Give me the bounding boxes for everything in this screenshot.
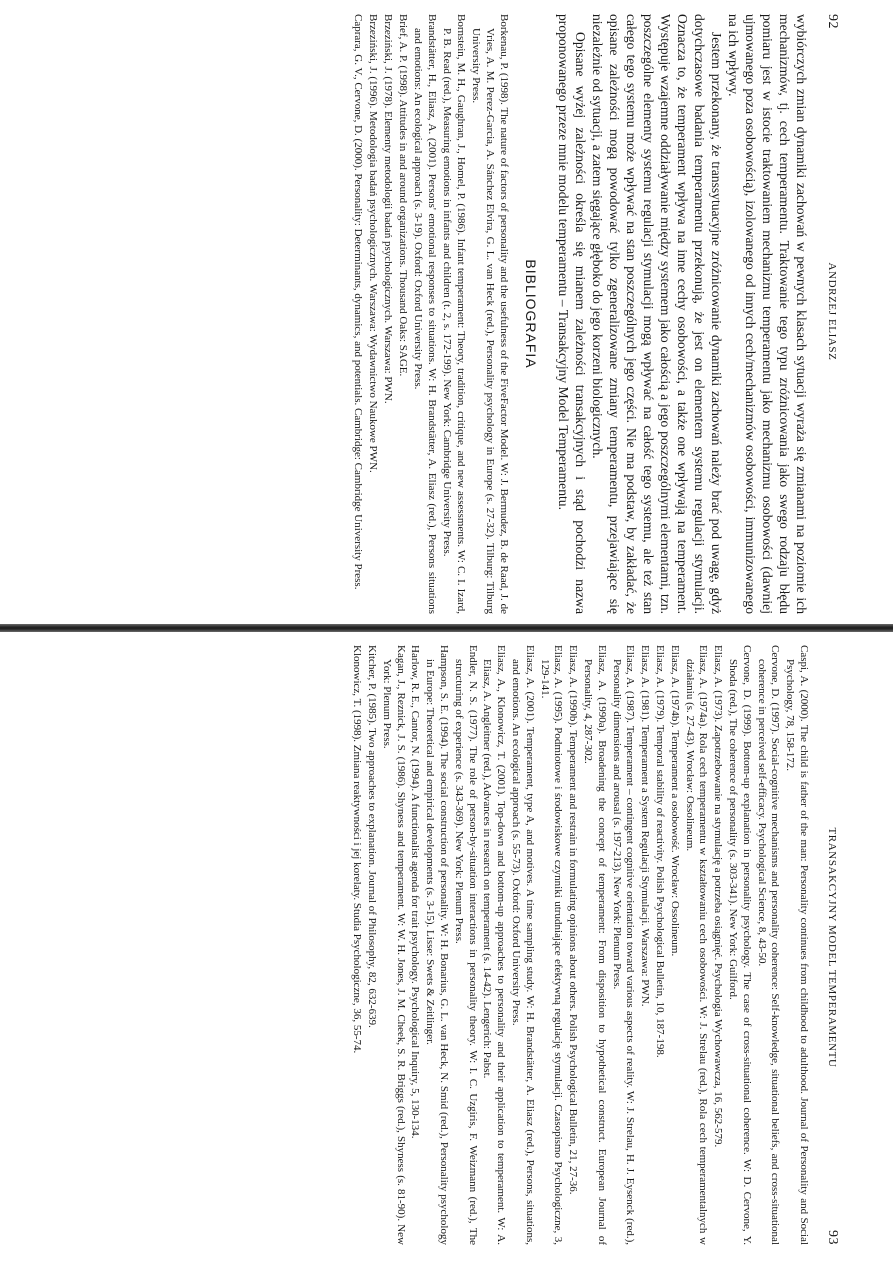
page-92 xyxy=(100,14,840,614)
page-93 xyxy=(100,645,840,1245)
paragraph: Jestem przekonany, że transsytuacyjne zróżnicowanie dynamiki zachowań należy brać pod uwagę, gdyż dotychczasowe badania temperamentu przekonują, że jest on elementem systemu regulacji stymulacji. Oznacza to, że temperament wpływa na inne cechy osobowości, a także one wpływają na temperament. Występuje wzajemne oddziaływanie między systemem jako całością a jego poszczególnymi elementami, tzn. poszczególne elementy systemu regulacji stymulacji mogą wpływać na całość tego systemu, ale też stan całego tego systemu może wpływać na stan poszczególnych jego części. Nie ma podstaw, by zakładać, że opisane zależności mogą powodować tylko zgeneralizowane zmiany temperamentu, przejawiające się niezależnie od sytuacji, a zatem sięgające głęboko do jego korzeni biologicznych. xyxy=(590,14,724,614)
reference-item: Eliasz, A. (2001). Temperament, type A, and motives. A time sampling study. W: H. Brandstätter, A. Eliasz (red.), Persons, situations, and emotions. An ecological approach (s. 55-73). Oxford: Oxford University Press. xyxy=(510,645,536,1245)
reference-item: Eliasz, A. (1981). Temperament a System Regulacji Stymulacji. Warszawa: PWN. xyxy=(639,645,652,1007)
reference-item: Borkenau, P. (1998). The nature of factors of personality and the usefulness of the FiveFactor Model. W: J. Bermudez, B. de Raad, J. de Vries, A. M. Perez-Garcia, A. Sánchez Elvira, G. L. van Heck (red.), Personality psychology in Europe (s. 27-32). Tilburg: Tilburg University Press. xyxy=(470,14,510,614)
reference-item: Eliasz, A. (1990a). Broadening the concept of temperament: From disposition to hypothetical construct. European Journal of Personality, 4, 287-302. xyxy=(582,645,608,1245)
reference-item: Eliasz, A. (1995). Podmiotowe i środowiskowe czynniki utrudniające efektywną regulację stymulacji. Czasopismo Psychologiczne, 3, 129-141. xyxy=(538,645,565,1245)
reference-item: Eliasz, A. (1990b). Temperament and restrain in formulating opinions about others. Polish Psychological Bulletin, 21, 27-36. xyxy=(567,645,580,1195)
paragraph: wybiórczych zmian dynamiki zachowań w pewnych klasach sytuacji wyraża się zmianami na poziomie ich mechanizmów, tj. cech temperamentu. Traktowanie tego typu zróżnicowania jako swego rodzaju błędu pomiaru jest w istocie traktowaniem mechanizmu temperamentu jako mechanizmu osobowości (dawniej ujmowanego poza osobowością), izolowanego od innych cech/mechanizmów osobowości, immunizowanego na ich wpływy. xyxy=(726,14,809,614)
reference-item: Brandstätter, H., Eliasz, A. (2001). Persons' emotional responses to situations. W: H. Brandstätter, A. Eliasz (red.), Persons situations and emotions: An ecological approach (s. 3-19). Oxford: Oxford University Press. xyxy=(412,14,438,614)
reference-item: Harlow, R. E., Cantor, N. (1994). A functionalist agenda for trait psychology. Psychological Inquiry, 5, 130-134. xyxy=(409,645,422,1139)
reference-item: Kitcher, P. (1985). Two approaches to explanation. Journal of Philosophy, 82, 632-639. xyxy=(366,645,379,1028)
running-head-title: TRANSAKCYJNY MODEL TEMPERAMENTU xyxy=(826,827,838,1068)
page-divider xyxy=(0,624,893,632)
reference-item: Klonowicz, T. (1998). Zmiana reaktywności i jej korelaty. Studia Psychologiczne, 36, 55-74. xyxy=(351,645,364,1054)
reference-item: Bornstein, M. H., Gaughran, J., Homel, P. (1986). Infant temperament: Theory, tradition, critique, and new assessments. W: C. I. Izard, P. B. Read (red.), Measuring emotions in infants and children (t. 2, s. 172-199). New York: Cambridge University Press. xyxy=(441,14,467,614)
reference-item: Cervone, D. (1997). Social-cognitive mechanisms and personality coherence: Self-knowledge, situational beliefs, and cross-situational coherence in perceived self-efficacy. Psychological Science, 8, 43-50. xyxy=(755,645,782,1245)
body-text xyxy=(555,14,810,614)
reference-item: Hampson, S. E. (1994). The social construction of personality. W: H. Bonarius, G. L. van Heck, N. Smid (red.), Personality psychology in Europe: Theoretical and empirical developments (s. 3-15). Lisse: Swets & Zeitlinger. xyxy=(424,645,451,1245)
reference-item: Eliasz, A. (1979). Temporal stability of reactivity. Polish Psychological Bulletin, 10, 187-198. xyxy=(654,645,667,1058)
reference-item: Cervone, D. (1999). Bottom-up explanation in personality psychology. The case of cross-situational coherence. W: D. Cervone, Y. Shoda (red.), The coherence of personality (s. 303-341). New York: Guilford. xyxy=(727,645,753,1245)
reference-item: Caprara, G. V., Cervone, D. (2000). Personality: Determinants, dynamics, and potentials. Cambridge: Cambridge University Press. xyxy=(352,14,364,590)
reference-item: Eliasz, A. (1974a). Rola cech temperamentu w kształtowaniu cech osobowości. W: J. Strelau (red.), Rola cech temperamentalnych w działaniu (s. 27-43). Wrocław: Ossolineum. xyxy=(683,645,710,1245)
reference-item: Caspi, A. (2000). The child is father of the man: Personality continues from childhood to adulthood. Journal of Personality and Social Psychology, 78, 158-172. xyxy=(784,645,810,1245)
reference-list xyxy=(350,645,811,1245)
running-head-author: ANDRZEJ ELIASZ xyxy=(826,262,838,361)
reference-item: Brzeziński, J. (1996). Metodologia badań psychologicznych. Warszawa: Wydawnictwo Naukowe PWN. xyxy=(367,14,379,473)
section-title: BIBLIOGRAFIA xyxy=(523,259,539,369)
reference-list xyxy=(351,14,511,614)
running-header xyxy=(822,14,840,614)
paragraph: Opisane wyżej zależności określa się mianem zależności transakcyjnych i stąd pochodzi nazwa proponowanego przeze mnie modelu temperamentu – Transakcyjny Model Temperamentu. xyxy=(556,14,588,614)
reference-item: Brzeziński, J. (1978). Elementy metodologii badań psychologicznych. Warszawa: PWN. xyxy=(382,14,394,404)
reference-item: Kagan, J., Reznick, J. S. (1986). Shyness and temperament. W: W. H. Jones, J. M. Cheek, S. R. Briggs (red.), Shyness (s. 81-90). New York: Plenum Press. xyxy=(380,645,407,1245)
page-number: 92 xyxy=(825,14,840,29)
page-number: 93 xyxy=(825,1229,840,1245)
reference-item: Endler, N. S. (1977). The role of person-by-situation interactions in personality theory. W: I. C. Uzgiris, F. Weizmann (red.), The structuring of experience (s. 343-369). New York: Plenum Press. xyxy=(452,645,479,1245)
reference-item: Eliasz, A., Klonowicz, T. (2001). Top-down and bottom-up approaches to personality and their application to temperament. W: A. Eliasz, A. Angleitner (red.), Advances in research on temperament (s. 14-42). Lengerich: Pabst. xyxy=(481,645,508,1245)
reference-item: Brief, A. P. (1998). Attitudes in and around organizations. Thousand Oaks: SAGE. xyxy=(397,14,409,377)
reference-item: Eliasz, A. (1973). Zapotrzebowanie na stymulację a potrzeba osiągnięć. Psychologia Wychowawcza, 16, 562-579. xyxy=(712,645,725,1148)
reference-item: Eliasz, A. (1974b). Temperament a osobowość. Wrocław: Ossolineum. xyxy=(668,645,681,957)
running-header xyxy=(822,645,840,1245)
reference-item: Eliasz, A. (1987). Temperament – contingent cognitive orientation toward various aspects of reality. W: J. Strelau, H. J. Eysenck (red.), Personality dimensions and arousal (s. 197-213). New York: Plenum Press. xyxy=(610,645,637,1245)
